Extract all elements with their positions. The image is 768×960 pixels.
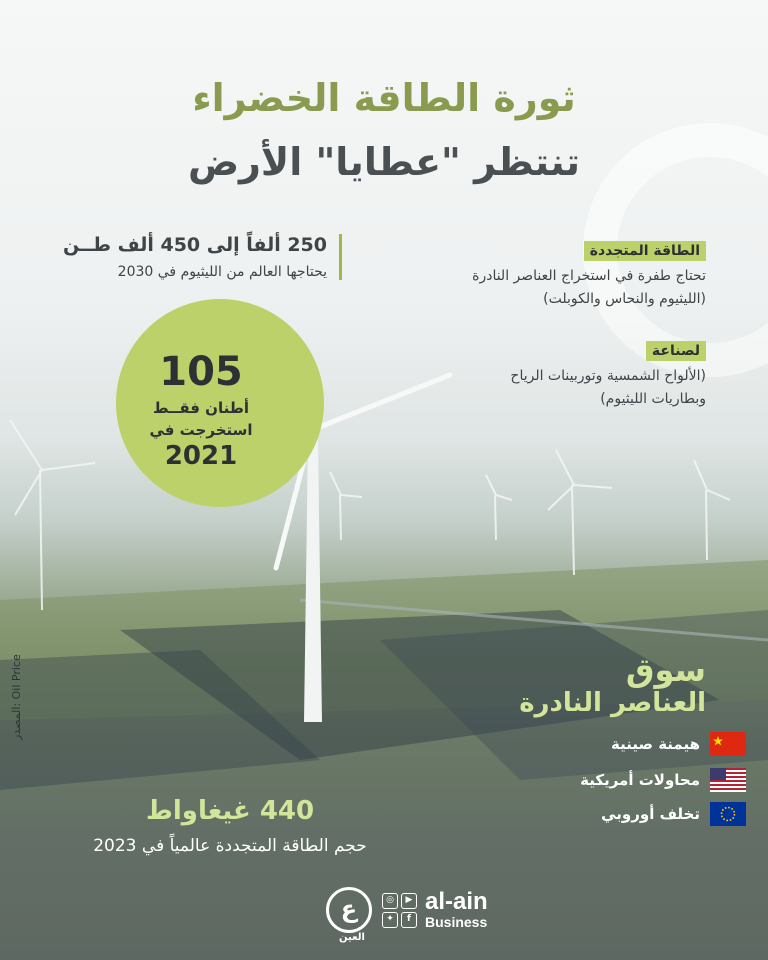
brand-title: al-ain	[425, 888, 488, 915]
usa-flag-icon	[710, 768, 746, 792]
extraction-unit: أطنان فقــط	[153, 399, 249, 417]
market-item-label: تخلف أوروبي	[601, 805, 700, 823]
renewable-line-2: (الليثيوم والنحاس والكوبلت)	[543, 291, 706, 307]
market-item-eu	[601, 802, 746, 826]
market-heading-2: العناصر النادرة	[519, 688, 706, 718]
youtube-icon: ▶	[401, 893, 417, 909]
lithium-demand-block	[60, 234, 342, 280]
industry-line-1: (الألواح الشمسية وتوربينات الرياح	[510, 368, 706, 384]
capacity-caption: حجم الطاقة المتجددة عالمياً في 2023	[93, 836, 367, 856]
market-item-china	[611, 732, 746, 756]
logo-caption: العين	[339, 932, 365, 943]
eu-flag-icon	[710, 802, 746, 826]
logo-letter: ع	[340, 895, 358, 923]
title-line-1: ثورة الطاقة الخضراء	[192, 76, 576, 120]
capacity-amount: 440 غيغاواط	[145, 796, 315, 826]
social-icons	[382, 893, 417, 928]
al-ain-logo-icon	[326, 887, 372, 943]
extraction-circle	[116, 299, 324, 507]
renewable-line-1: تحتاج طفرة في استخراج العناصر النادرة	[472, 268, 706, 284]
renewable-block	[406, 240, 706, 307]
facebook-icon: f	[401, 912, 417, 928]
market-item-usa	[580, 768, 746, 792]
title-line-2: تنتظر "عطايا" الأرض	[187, 140, 581, 184]
twitter-icon: ✦	[382, 912, 398, 928]
china-flag-icon	[710, 732, 746, 756]
brand-subtitle: Business	[425, 914, 488, 930]
extraction-label: استخرجت في	[149, 421, 253, 439]
source-credit: المصدر: Oil Price	[10, 654, 23, 740]
market-item-label: محاولات أمريكية	[580, 771, 700, 789]
industry-tag: لصناعة	[646, 341, 706, 361]
brand-name	[425, 890, 488, 930]
extraction-year: 2021	[164, 441, 238, 471]
lithium-demand-caption: يحتاجها العالم من الليثيوم في 2030	[117, 264, 327, 280]
industry-block	[406, 340, 706, 407]
capacity-block	[60, 796, 400, 856]
market-heading-1: سوق	[625, 651, 706, 689]
lithium-demand-range: 250 ألفاً إلى 450 ألف طــن	[62, 234, 327, 256]
market-item-label: هيمنة صينية	[611, 735, 700, 753]
market-heading	[519, 652, 706, 718]
industry-line-2: وبطاريات الليثيوم)	[600, 391, 706, 407]
brand-footer	[326, 880, 488, 943]
instagram-icon: ◎	[382, 893, 398, 909]
extraction-amount: 105	[159, 349, 243, 395]
renewable-tag: الطاقة المتجددة	[584, 241, 706, 261]
